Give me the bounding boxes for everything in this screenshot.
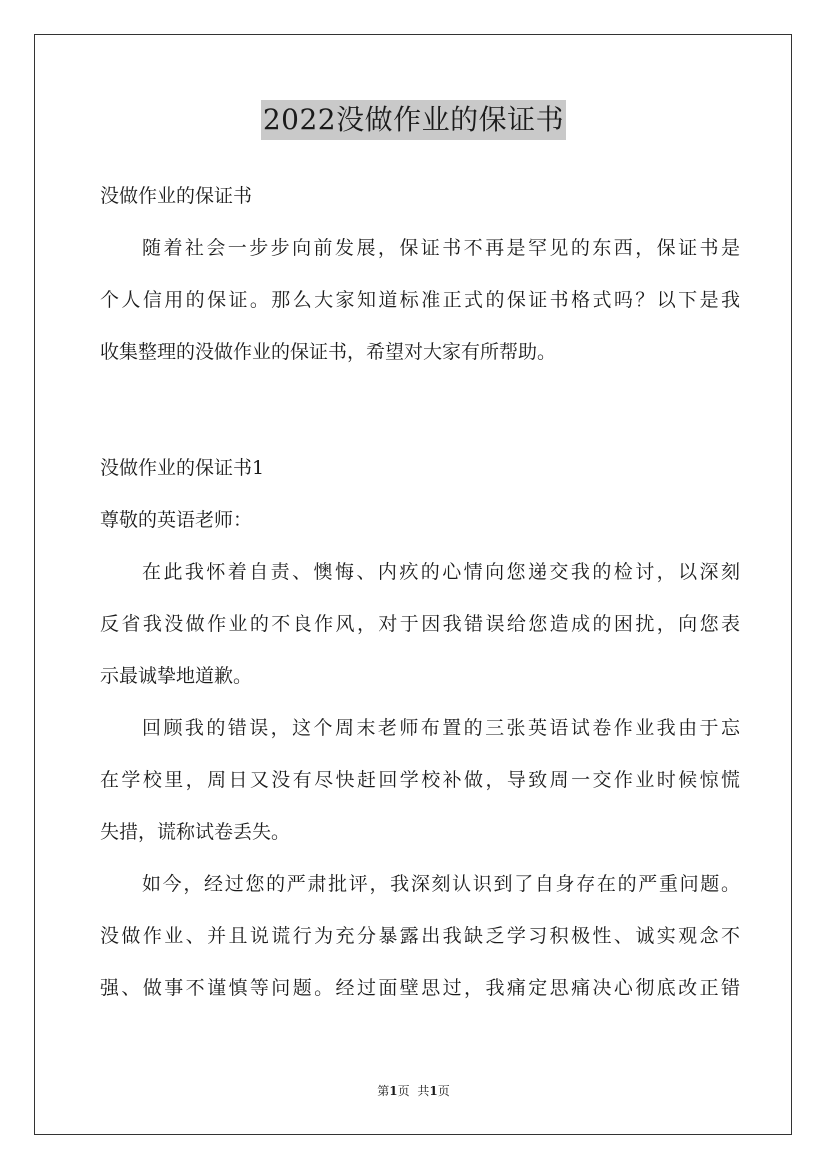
intro-line: 个人信用的保证。那么大家知道标准正式的保证书格式吗？以下是我 [100,289,740,311]
spacer [100,378,740,442]
paragraph-line: 回顾我的错误，这个周末老师布置的三张英语试卷作业我由于忘 [142,717,740,739]
page-number: 1 [389,1084,398,1098]
paragraph-line: 反省我没做作业的不良作风，对于因我错误给您造成的困扰，向您表 [100,613,740,635]
subtitle: 没做作业的保证书 [100,185,253,207]
section-heading: 没做作业的保证书1 [100,457,265,479]
page-label-suffix: 页 [397,1084,410,1098]
total-label-prefix: 共 [417,1084,430,1098]
paragraph-line: 强、做事不谨慎等问题。经过面壁思过，我痛定思痛决心彻底改正错 [100,977,740,999]
paragraph-line: 在学校里，周日又没有尽快赶回学校补做，导致周一交作业时候惊慌 [100,769,740,791]
total-label-suffix: 页 [437,1084,450,1098]
total-pages: 1 [429,1084,438,1098]
paragraph-line: 没做作业、并且说谎行为充分暴露出我缺乏学习积极性、诚实观念不 [100,925,740,947]
document-body [100,170,740,1014]
salutation: 尊敬的英语老师： [100,509,253,531]
page-footer [0,1082,827,1099]
document-title: 2022没做作业的保证书 [261,100,566,140]
title-container [0,100,827,140]
paragraph-line: 示最诚挚地道歉。 [100,665,253,687]
paragraph-line: 在此我怀着自责、懊悔、内疚的心情向您递交我的检讨，以深刻 [142,561,740,583]
intro-line: 随着社会一步步向前发展，保证书不再是罕见的东西，保证书是 [142,237,740,259]
paragraph-line: 失措，谎称试卷丢失。 [100,821,291,843]
page-label-prefix: 第 [377,1084,390,1098]
intro-line: 收集整理的没做作业的保证书，希望对大家有所帮助。 [100,341,557,363]
paragraph-line: 如今，经过您的严肃批评，我深刻认识到了自身存在的严重问题。 [142,873,740,895]
